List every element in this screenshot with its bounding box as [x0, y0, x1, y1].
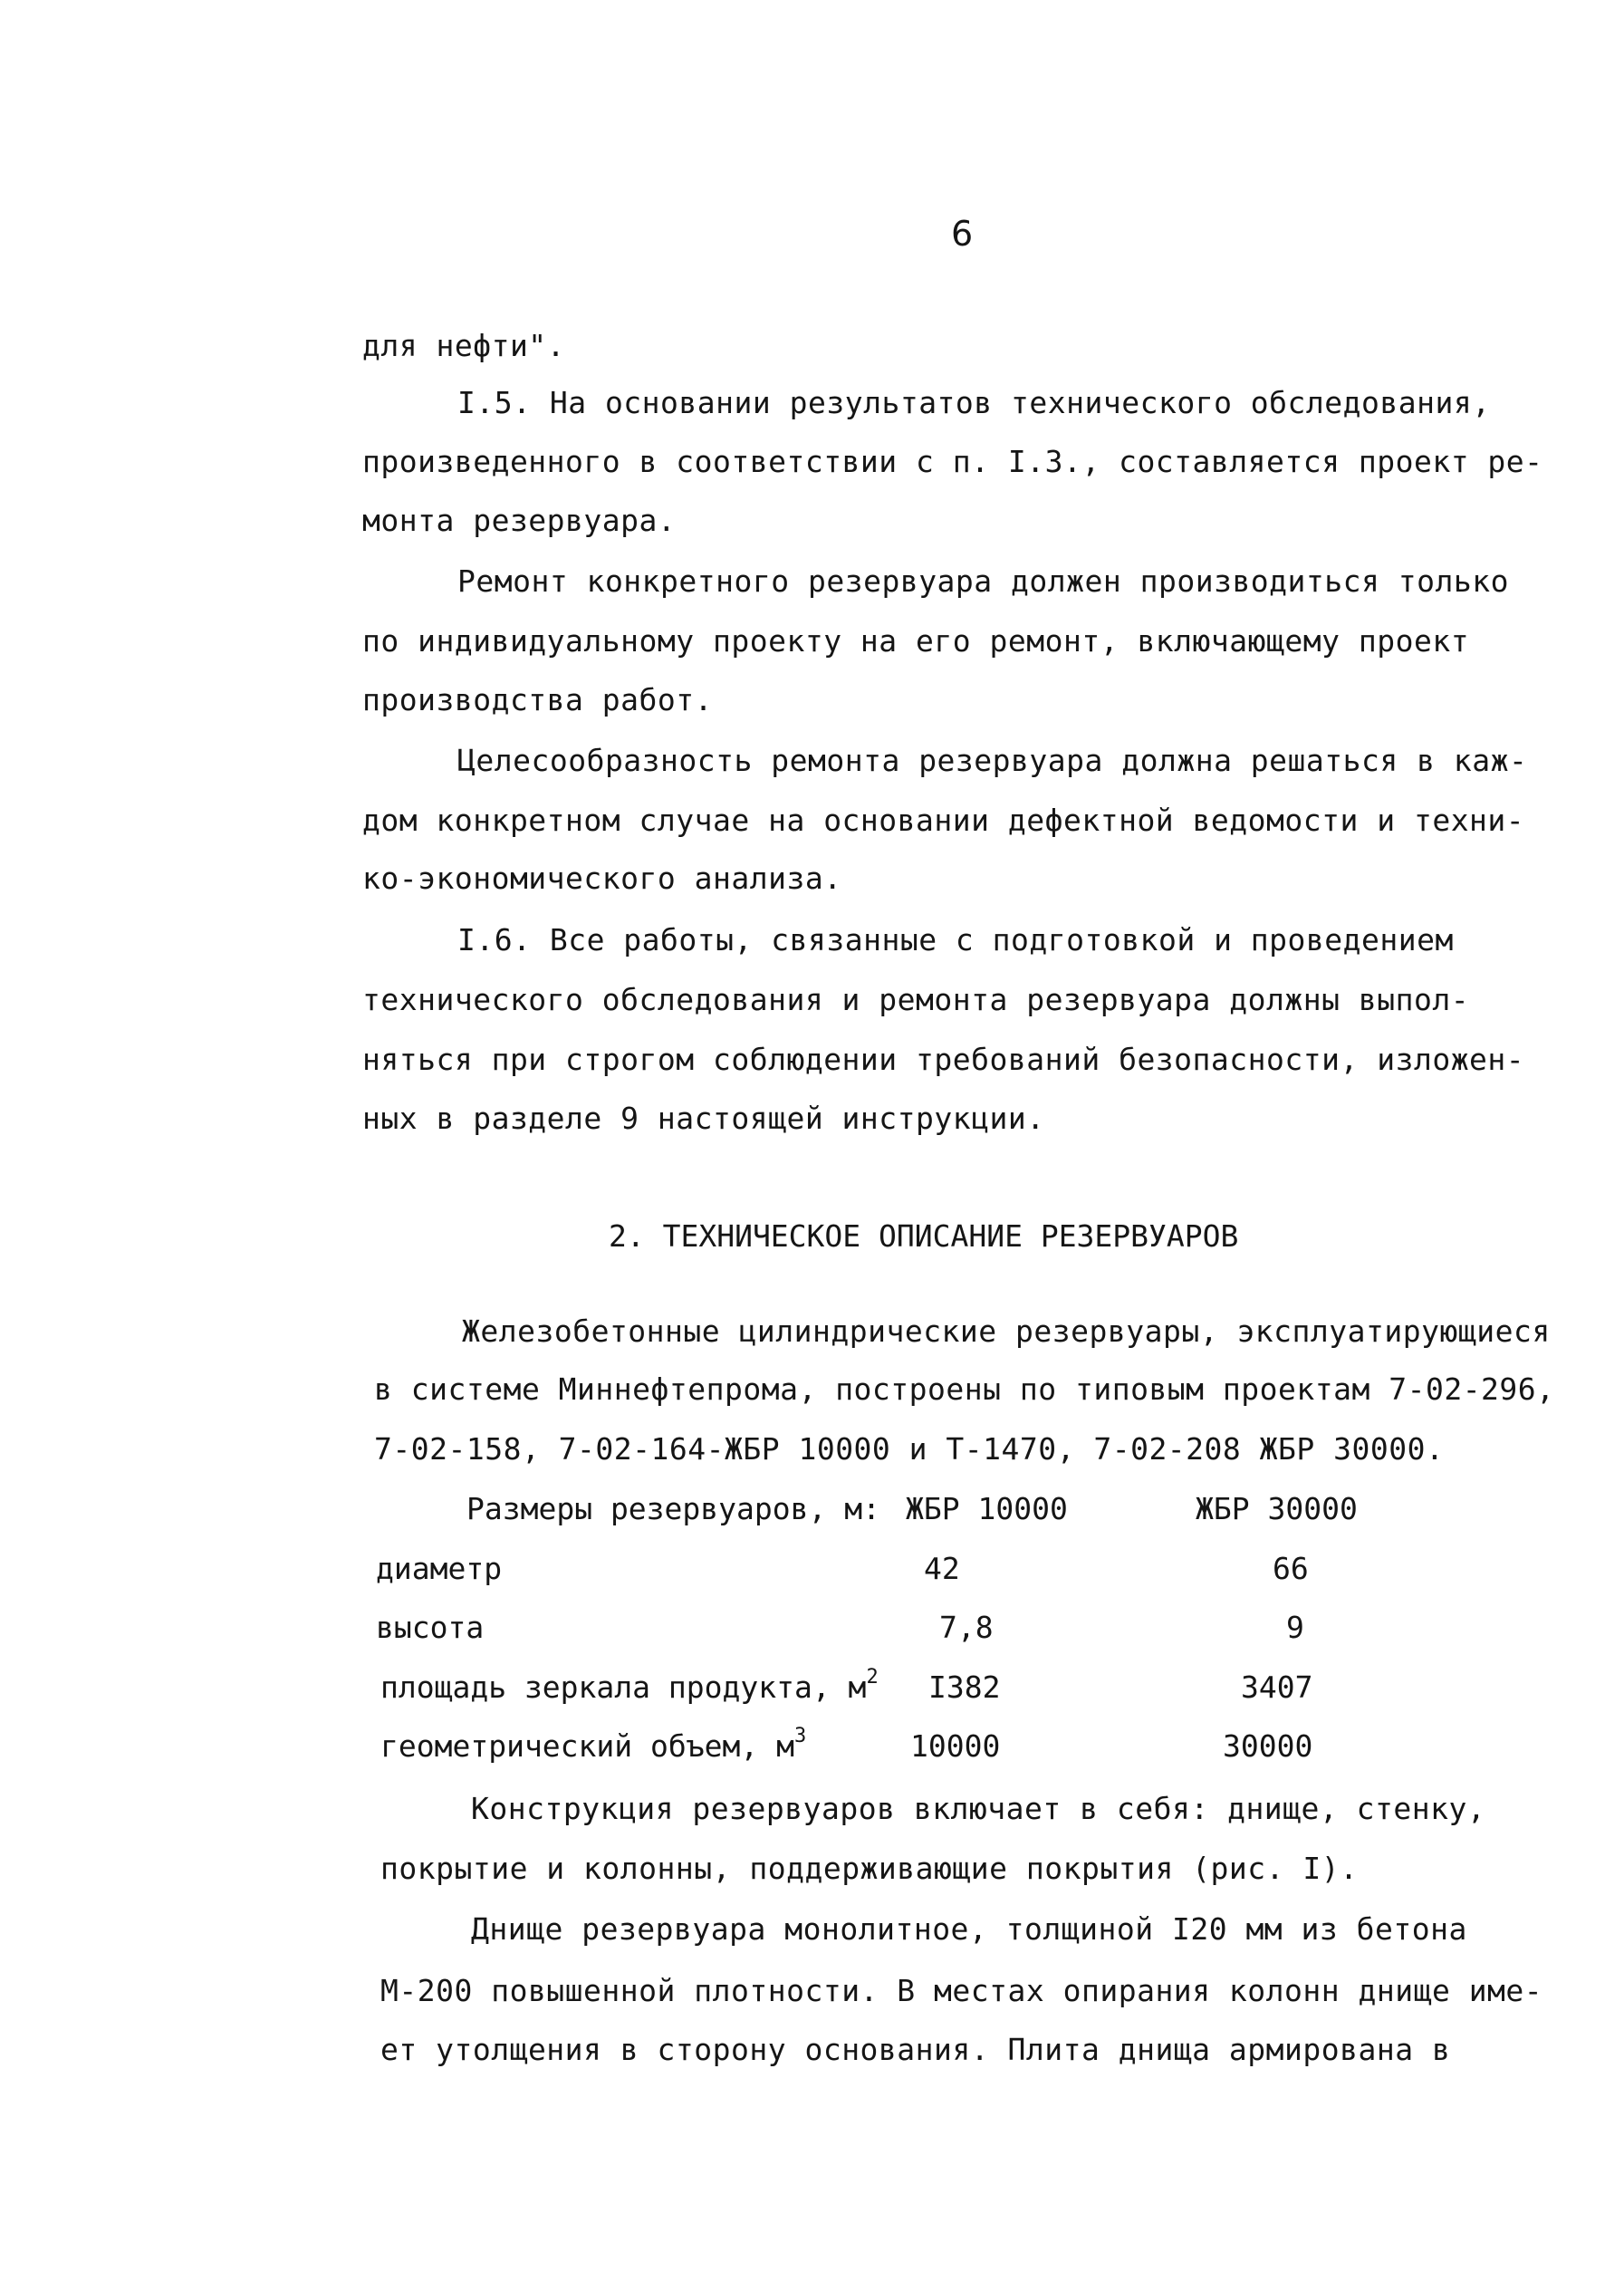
table-cell: 10000 — [910, 1728, 1001, 1764]
body-line: для нефти". — [362, 328, 566, 363]
body-line: Целесообразность ремонта резервуара должна решаться в каж- — [457, 743, 1528, 778]
table-row-label — [380, 1666, 879, 1706]
body-line: по индивидуальному проекту на его ремонт, включающему проект — [362, 623, 1470, 659]
body-line: ко-экономического анализа. — [362, 861, 842, 896]
table-cell: 9 — [1286, 1610, 1304, 1645]
table-header-label: Размеры резервуаров, м: — [466, 1491, 880, 1526]
table-cell: 66 — [1273, 1551, 1309, 1586]
intro-line: в системе Миннефтепрома, построены по типовым проектам 7-02-296, — [374, 1371, 1555, 1407]
table-cell: 3407 — [1241, 1669, 1313, 1705]
table-row-label — [380, 1725, 807, 1765]
section-heading: 2. ТЕХНИЧЕСКОЕ ОПИСАНИЕ РЕЗЕРВУАРОВ — [609, 1218, 1239, 1254]
body-line: I.6. Все работы, связанные с подготовкой и проведением — [457, 922, 1454, 957]
table-row — [0, 1725, 1624, 1765]
table-row-label-text: площадь зеркала продукта, м — [380, 1669, 867, 1705]
table-col-header: ЖБР 10000 — [906, 1491, 1068, 1526]
body-line: Ремонт конкретного резервуара должен производиться только — [457, 563, 1509, 599]
table-col-header: ЖБР 30000 — [1196, 1491, 1358, 1526]
body-line: I.5. На основании результатов технического обследования, — [457, 385, 1491, 420]
body-line: ет утолщения в сторону основания. Плита днища армирована в — [380, 2032, 1451, 2067]
unit-superscript: 2 — [866, 1666, 879, 1689]
intro-line: Железобетонные цилиндрические резервуары, эксплуатирующиеся — [462, 1313, 1551, 1349]
table-cell: 7,8 — [939, 1610, 994, 1645]
body-line: производства работ. — [362, 682, 713, 717]
table-row — [0, 1666, 1624, 1706]
body-line: дом конкретном случае на основании дефектной ведомости и техни- — [362, 803, 1525, 838]
table-cell: I382 — [928, 1669, 1001, 1705]
table-row — [0, 1551, 1624, 1587]
table-cell: 30000 — [1223, 1728, 1313, 1764]
table-row-label: диаметр — [376, 1551, 503, 1586]
body-line: монта резервуара. — [362, 503, 677, 538]
body-line: няться при строгом соблюдении требований безопасности, изложен- — [362, 1042, 1525, 1077]
body-line: Днище резервуара монолитное, толщиной I20 мм из бетона — [471, 1911, 1467, 1947]
body-line: покрытие и колонны, поддерживающие покрытия (рис. I). — [380, 1851, 1359, 1886]
page-number: 6 — [951, 214, 974, 254]
intro-line: 7-02-158, 7-02-164-ЖБР 10000 и Т-1470, 7-02-208 ЖБР 30000. — [374, 1431, 1445, 1467]
body-line: произведенного в соответствии с п. I.3., составляется проект ре- — [362, 444, 1543, 479]
body-line: Конструкция резервуаров включает в себя: днище, стенку, — [471, 1791, 1486, 1826]
table-row — [0, 1610, 1624, 1646]
unit-superscript: 3 — [793, 1725, 807, 1747]
body-line: технического обследования и ремонта резервуара должны выпол- — [362, 982, 1470, 1017]
table-row-label-text: геометрический объем, м — [380, 1728, 794, 1764]
table-header-row — [0, 1491, 1624, 1527]
table-cell: 42 — [924, 1551, 960, 1586]
table-row-label: высота — [376, 1610, 485, 1645]
body-line: М-200 повышенной плотности. В местах опирания колонн днище име- — [380, 1973, 1543, 2008]
body-line: ных в разделе 9 настоящей инструкции. — [362, 1101, 1045, 1136]
